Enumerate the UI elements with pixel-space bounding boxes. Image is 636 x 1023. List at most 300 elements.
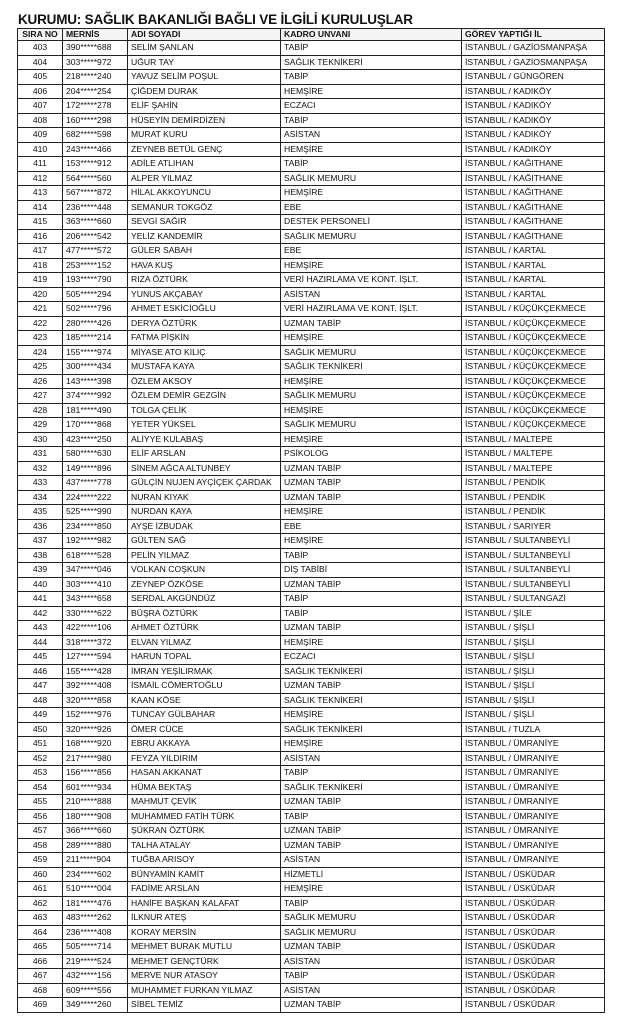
cell-mernis: 243*****466 xyxy=(63,142,128,157)
cell-adi-soyadi: GÜLTEN SAĞ xyxy=(128,534,281,549)
table-row xyxy=(18,679,605,694)
table-row xyxy=(18,505,605,520)
cell-sira-no: 461 xyxy=(18,882,63,897)
cell-adi-soyadi: FATMA PİŞKİN xyxy=(128,331,281,346)
cell-mernis: 510*****004 xyxy=(63,882,128,897)
cell-adi-soyadi: HARUN TOPAL xyxy=(128,650,281,665)
cell-mernis: 218*****240 xyxy=(63,70,128,85)
cell-sira-no: 463 xyxy=(18,911,63,926)
cell-mernis: 505*****294 xyxy=(63,287,128,302)
cell-sira-no: 462 xyxy=(18,896,63,911)
table-row xyxy=(18,157,605,172)
cell-gorev-yaptigi-il: İSTANBUL / ÜMRANİYE xyxy=(462,737,605,752)
cell-adi-soyadi: YAVUZ SELİM POŞUL xyxy=(128,70,281,85)
cell-sira-no: 440 xyxy=(18,577,63,592)
cell-kadro-unvani: TABİP xyxy=(281,113,462,128)
cell-sira-no: 456 xyxy=(18,809,63,824)
cell-adi-soyadi: TUNCAY GÜLBAHAR xyxy=(128,708,281,723)
cell-mernis: 185*****214 xyxy=(63,331,128,346)
cell-gorev-yaptigi-il: İSTANBUL / SULTANGAZİ xyxy=(462,592,605,607)
cell-mernis: 300*****434 xyxy=(63,360,128,375)
cell-gorev-yaptigi-il: İSTANBUL / MALTEPE xyxy=(462,447,605,462)
header-mernis: MERNİS xyxy=(63,29,128,41)
cell-adi-soyadi: DERYA ÖZTÜRK xyxy=(128,316,281,331)
table-row xyxy=(18,490,605,505)
table-row xyxy=(18,983,605,998)
cell-sira-no: 417 xyxy=(18,244,63,259)
cell-mernis: 390*****688 xyxy=(63,41,128,56)
cell-kadro-unvani: UZMAN TABİP xyxy=(281,577,462,592)
cell-mernis: 432*****156 xyxy=(63,969,128,984)
table-row xyxy=(18,258,605,273)
cell-gorev-yaptigi-il: İSTANBUL / KARTAL xyxy=(462,287,605,302)
cell-mernis: 155*****974 xyxy=(63,345,128,360)
cell-sira-no: 415 xyxy=(18,215,63,230)
cell-adi-soyadi: KAAN KÖSE xyxy=(128,693,281,708)
cell-mernis: 437*****778 xyxy=(63,476,128,491)
cell-sira-no: 467 xyxy=(18,969,63,984)
cell-gorev-yaptigi-il: İSTANBUL / ÜSKÜDAR xyxy=(462,882,605,897)
cell-adi-soyadi: GÜLER SABAH xyxy=(128,244,281,259)
cell-kadro-unvani: TABİP xyxy=(281,606,462,621)
personnel-table xyxy=(17,28,605,1013)
cell-adi-soyadi: AYŞE İZBUDAK xyxy=(128,519,281,534)
cell-gorev-yaptigi-il: İSTANBUL / ÜMRANİYE xyxy=(462,809,605,824)
cell-adi-soyadi: ELVAN YILMAZ xyxy=(128,635,281,650)
table-row xyxy=(18,621,605,636)
table-row xyxy=(18,55,605,70)
cell-mernis: 160*****298 xyxy=(63,113,128,128)
cell-sira-no: 469 xyxy=(18,998,63,1013)
cell-kadro-unvani: HEMŞİRE xyxy=(281,534,462,549)
header-adi-soyadi: ADI SOYADI xyxy=(128,29,281,41)
cell-kadro-unvani: UZMAN TABİP xyxy=(281,461,462,476)
table-row xyxy=(18,273,605,288)
cell-kadro-unvani: UZMAN TABİP xyxy=(281,316,462,331)
cell-adi-soyadi: VOLKAN COŞKUN xyxy=(128,563,281,578)
cell-sira-no: 466 xyxy=(18,954,63,969)
cell-adi-soyadi: MURAT KURU xyxy=(128,128,281,143)
cell-adi-soyadi: İSMAİL CÖMERTOĞLU xyxy=(128,679,281,694)
table-row xyxy=(18,722,605,737)
cell-sira-no: 408 xyxy=(18,113,63,128)
cell-sira-no: 443 xyxy=(18,621,63,636)
cell-sira-no: 439 xyxy=(18,563,63,578)
cell-sira-no: 458 xyxy=(18,838,63,853)
cell-sira-no: 434 xyxy=(18,490,63,505)
cell-kadro-unvani: UZMAN TABİP xyxy=(281,795,462,810)
cell-sira-no: 423 xyxy=(18,331,63,346)
cell-mernis: 618*****528 xyxy=(63,548,128,563)
cell-mernis: 320*****858 xyxy=(63,693,128,708)
cell-sira-no: 465 xyxy=(18,940,63,955)
header-gorev-yaptigi-il: GÖREV YAPTIĞI İL xyxy=(462,29,605,41)
cell-gorev-yaptigi-il: İSTANBUL / ŞİŞLİ xyxy=(462,679,605,694)
cell-kadro-unvani: PSİKOLOG xyxy=(281,447,462,462)
cell-gorev-yaptigi-il: İSTANBUL / ÜSKÜDAR xyxy=(462,940,605,955)
cell-mernis: 193*****790 xyxy=(63,273,128,288)
cell-gorev-yaptigi-il: İSTANBUL / ÜSKÜDAR xyxy=(462,867,605,882)
cell-kadro-unvani: UZMAN TABİP xyxy=(281,490,462,505)
cell-sira-no: 457 xyxy=(18,824,63,839)
cell-kadro-unvani: HEMŞİRE xyxy=(281,84,462,99)
cell-mernis: 219*****524 xyxy=(63,954,128,969)
cell-adi-soyadi: GÜLÇİN NUJEN AYÇİÇEK ÇARDAK xyxy=(128,476,281,491)
cell-kadro-unvani: UZMAN TABİP xyxy=(281,621,462,636)
cell-gorev-yaptigi-il: İSTANBUL / KÜÇÜKÇEKMECE xyxy=(462,302,605,317)
table-row xyxy=(18,766,605,781)
cell-adi-soyadi: HASAN AKKANAT xyxy=(128,766,281,781)
cell-kadro-unvani: UZMAN TABİP xyxy=(281,679,462,694)
cell-gorev-yaptigi-il: İSTANBUL / TUZLA xyxy=(462,722,605,737)
cell-kadro-unvani: SAĞLIK MEMURU xyxy=(281,389,462,404)
cell-mernis: 280*****426 xyxy=(63,316,128,331)
cell-adi-soyadi: ADİLE ATLIHAN xyxy=(128,157,281,172)
cell-adi-soyadi: PELİN YILMAZ xyxy=(128,548,281,563)
cell-kadro-unvani: HEMŞİRE xyxy=(281,331,462,346)
cell-gorev-yaptigi-il: İSTANBUL / KAĞITHANE xyxy=(462,200,605,215)
cell-sira-no: 422 xyxy=(18,316,63,331)
cell-adi-soyadi: HAVA KUŞ xyxy=(128,258,281,273)
cell-sira-no: 445 xyxy=(18,650,63,665)
table-row xyxy=(18,896,605,911)
cell-kadro-unvani: UZMAN TABİP xyxy=(281,476,462,491)
cell-gorev-yaptigi-il: İSTANBUL / KAĞITHANE xyxy=(462,215,605,230)
cell-adi-soyadi: ÇİĞDEM DURAK xyxy=(128,84,281,99)
cell-sira-no: 429 xyxy=(18,418,63,433)
cell-gorev-yaptigi-il: İSTANBUL / KAĞITHANE xyxy=(462,171,605,186)
cell-mernis: 366*****660 xyxy=(63,824,128,839)
cell-gorev-yaptigi-il: İSTANBUL / KARTAL xyxy=(462,244,605,259)
cell-adi-soyadi: RIZA ÖZTÜRK xyxy=(128,273,281,288)
cell-kadro-unvani: TABİP xyxy=(281,157,462,172)
cell-adi-soyadi: ÖZLEM DEMİR GEZGİN xyxy=(128,389,281,404)
cell-adi-soyadi: İLKNUR ATEŞ xyxy=(128,911,281,926)
cell-gorev-yaptigi-il: İSTANBUL / MALTEPE xyxy=(462,461,605,476)
table-row xyxy=(18,809,605,824)
cell-sira-no: 419 xyxy=(18,273,63,288)
cell-gorev-yaptigi-il: İSTANBUL / SULTANBEYLİ xyxy=(462,548,605,563)
cell-kadro-unvani: VERİ HAZIRLAMA VE KONT. İŞLT. xyxy=(281,273,462,288)
cell-adi-soyadi: MUSTAFA KAYA xyxy=(128,360,281,375)
header-sira-no: SIRA NO xyxy=(18,29,63,41)
table-row xyxy=(18,84,605,99)
table-row xyxy=(18,360,605,375)
cell-kadro-unvani: ASİSTAN xyxy=(281,853,462,868)
cell-sira-no: 452 xyxy=(18,751,63,766)
cell-gorev-yaptigi-il: İSTANBUL / PENDİK xyxy=(462,476,605,491)
cell-mernis: 363*****660 xyxy=(63,215,128,230)
table-row xyxy=(18,171,605,186)
cell-mernis: 374*****992 xyxy=(63,389,128,404)
cell-adi-soyadi: ÖZLEM AKSOY xyxy=(128,374,281,389)
cell-sira-no: 405 xyxy=(18,70,63,85)
cell-gorev-yaptigi-il: İSTANBUL / ÜMRANİYE xyxy=(462,824,605,839)
table-row xyxy=(18,867,605,882)
cell-gorev-yaptigi-il: İSTANBUL / ŞİŞLİ xyxy=(462,664,605,679)
cell-gorev-yaptigi-il: İSTANBUL / ÜMRANİYE xyxy=(462,780,605,795)
cell-sira-no: 424 xyxy=(18,345,63,360)
cell-gorev-yaptigi-il: İSTANBUL / SULTANBEYLİ xyxy=(462,534,605,549)
table-row xyxy=(18,476,605,491)
cell-sira-no: 438 xyxy=(18,548,63,563)
table-row xyxy=(18,592,605,607)
cell-gorev-yaptigi-il: İSTANBUL / ÜSKÜDAR xyxy=(462,983,605,998)
cell-sira-no: 421 xyxy=(18,302,63,317)
cell-mernis: 234*****602 xyxy=(63,867,128,882)
cell-adi-soyadi: MEHMET BURAK MUTLU xyxy=(128,940,281,955)
cell-adi-soyadi: EBRU AKKAYA xyxy=(128,737,281,752)
cell-mernis: 236*****408 xyxy=(63,925,128,940)
cell-kadro-unvani: DİŞ TABİBİ xyxy=(281,563,462,578)
cell-adi-soyadi: ALPER YILMAZ xyxy=(128,171,281,186)
cell-kadro-unvani: SAĞLIK TEKNİKERİ xyxy=(281,780,462,795)
cell-gorev-yaptigi-il: İSTANBUL / SULTANBEYLİ xyxy=(462,577,605,592)
table-row xyxy=(18,316,605,331)
cell-sira-no: 450 xyxy=(18,722,63,737)
cell-mernis: 564*****560 xyxy=(63,171,128,186)
table-row xyxy=(18,708,605,723)
cell-adi-soyadi: KORAY MERSİN xyxy=(128,925,281,940)
table-row xyxy=(18,737,605,752)
cell-gorev-yaptigi-il: İSTANBUL / KÜÇÜKÇEKMECE xyxy=(462,316,605,331)
cell-mernis: 318*****372 xyxy=(63,635,128,650)
cell-adi-soyadi: HANİFE BAŞKAN KALAFAT xyxy=(128,896,281,911)
cell-gorev-yaptigi-il: İSTANBUL / KÜÇÜKÇEKMECE xyxy=(462,403,605,418)
cell-gorev-yaptigi-il: İSTANBUL / KÜÇÜKÇEKMECE xyxy=(462,331,605,346)
cell-gorev-yaptigi-il: İSTANBUL / ŞİŞLİ xyxy=(462,693,605,708)
cell-mernis: 172*****278 xyxy=(63,99,128,114)
cell-sira-no: 464 xyxy=(18,925,63,940)
cell-gorev-yaptigi-il: İSTANBUL / KADIKÖY xyxy=(462,84,605,99)
cell-adi-soyadi: SİBEL TEMİZ xyxy=(128,998,281,1013)
cell-mernis: 143*****398 xyxy=(63,374,128,389)
table-row xyxy=(18,418,605,433)
cell-mernis: 303*****972 xyxy=(63,55,128,70)
table-row xyxy=(18,403,605,418)
cell-kadro-unvani: TABİP xyxy=(281,41,462,56)
table-row xyxy=(18,70,605,85)
cell-sira-no: 411 xyxy=(18,157,63,172)
cell-sira-no: 426 xyxy=(18,374,63,389)
cell-gorev-yaptigi-il: İSTANBUL / ŞİLE xyxy=(462,606,605,621)
cell-mernis: 347*****046 xyxy=(63,563,128,578)
cell-gorev-yaptigi-il: İSTANBUL / KADIKÖY xyxy=(462,142,605,157)
table-row xyxy=(18,345,605,360)
cell-mernis: 217*****980 xyxy=(63,751,128,766)
cell-sira-no: 437 xyxy=(18,534,63,549)
cell-gorev-yaptigi-il: İSTANBUL / PENDİK xyxy=(462,505,605,520)
cell-adi-soyadi: İMRAN YEŞİLIRMAK xyxy=(128,664,281,679)
table-row xyxy=(18,534,605,549)
cell-sira-no: 446 xyxy=(18,664,63,679)
cell-kadro-unvani: ASİSTAN xyxy=(281,128,462,143)
table-row xyxy=(18,751,605,766)
table-row xyxy=(18,519,605,534)
table-row xyxy=(18,389,605,404)
cell-mernis: 155*****428 xyxy=(63,664,128,679)
cell-gorev-yaptigi-il: İSTANBUL / MALTEPE xyxy=(462,432,605,447)
cell-gorev-yaptigi-il: İSTANBUL / KAĞITHANE xyxy=(462,229,605,244)
table-row xyxy=(18,954,605,969)
cell-adi-soyadi: ÖMER CÜCE xyxy=(128,722,281,737)
table-row xyxy=(18,113,605,128)
table-row xyxy=(18,200,605,215)
table-row xyxy=(18,925,605,940)
cell-adi-soyadi: NURAN KIYAK xyxy=(128,490,281,505)
table-row xyxy=(18,780,605,795)
cell-sira-no: 413 xyxy=(18,186,63,201)
cell-adi-soyadi: MAHMUT ÇEVİK xyxy=(128,795,281,810)
cell-kadro-unvani: HEMŞİRE xyxy=(281,432,462,447)
cell-mernis: 392*****408 xyxy=(63,679,128,694)
cell-kadro-unvani: SAĞLIK MEMURU xyxy=(281,345,462,360)
cell-sira-no: 403 xyxy=(18,41,63,56)
cell-adi-soyadi: AHMET ESKİCİOĞLU xyxy=(128,302,281,317)
cell-adi-soyadi: MUHAMMET FURKAN YILMAZ xyxy=(128,983,281,998)
cell-gorev-yaptigi-il: İSTANBUL / KÜÇÜKÇEKMECE xyxy=(462,374,605,389)
cell-gorev-yaptigi-il: İSTANBUL / SULTANBEYLİ xyxy=(462,563,605,578)
cell-kadro-unvani: DESTEK PERSONELİ xyxy=(281,215,462,230)
table-row xyxy=(18,838,605,853)
cell-adi-soyadi: FADİME ARSLAN xyxy=(128,882,281,897)
table-row xyxy=(18,563,605,578)
cell-kadro-unvani: SAĞLIK MEMURU xyxy=(281,925,462,940)
table-row xyxy=(18,186,605,201)
cell-gorev-yaptigi-il: İSTANBUL / GAZİOSMANPAŞA xyxy=(462,41,605,56)
cell-gorev-yaptigi-il: İSTANBUL / ÜMRANİYE xyxy=(462,795,605,810)
table-row xyxy=(18,824,605,839)
table-row xyxy=(18,302,605,317)
table-row xyxy=(18,432,605,447)
cell-gorev-yaptigi-il: İSTANBUL / GÜNGÖREN xyxy=(462,70,605,85)
cell-kadro-unvani: UZMAN TABİP xyxy=(281,940,462,955)
cell-kadro-unvani: UZMAN TABİP xyxy=(281,824,462,839)
cell-sira-no: 418 xyxy=(18,258,63,273)
cell-mernis: 153*****912 xyxy=(63,157,128,172)
table-row xyxy=(18,606,605,621)
cell-kadro-unvani: SAĞLIK MEMURU xyxy=(281,171,462,186)
cell-mernis: 422*****106 xyxy=(63,621,128,636)
cell-sira-no: 451 xyxy=(18,737,63,752)
cell-mernis: 152*****976 xyxy=(63,708,128,723)
cell-mernis: 224*****222 xyxy=(63,490,128,505)
table-row xyxy=(18,215,605,230)
table-row xyxy=(18,374,605,389)
cell-gorev-yaptigi-il: İSTANBUL / KADIKÖY xyxy=(462,128,605,143)
cell-sira-no: 427 xyxy=(18,389,63,404)
cell-mernis: 180*****908 xyxy=(63,809,128,824)
cell-gorev-yaptigi-il: İSTANBUL / KAĞITHANE xyxy=(462,186,605,201)
cell-gorev-yaptigi-il: İSTANBUL / KÜÇÜKÇEKMECE xyxy=(462,345,605,360)
cell-mernis: 477*****572 xyxy=(63,244,128,259)
cell-gorev-yaptigi-il: İSTANBUL / ŞİŞLİ xyxy=(462,635,605,650)
table-row xyxy=(18,229,605,244)
cell-adi-soyadi: YELİZ KANDEMİR xyxy=(128,229,281,244)
table-row xyxy=(18,447,605,462)
cell-kadro-unvani: EBE xyxy=(281,244,462,259)
cell-mernis: 505*****714 xyxy=(63,940,128,955)
cell-mernis: 423*****250 xyxy=(63,432,128,447)
table-row xyxy=(18,41,605,56)
table-row xyxy=(18,664,605,679)
cell-kadro-unvani: HEMŞİRE xyxy=(281,186,462,201)
cell-sira-no: 444 xyxy=(18,635,63,650)
cell-adi-soyadi: ŞÜKRAN ÖZTÜRK xyxy=(128,824,281,839)
cell-gorev-yaptigi-il: İSTANBUL / ÜSKÜDAR xyxy=(462,998,605,1013)
table-row xyxy=(18,882,605,897)
cell-kadro-unvani: HEMŞİRE xyxy=(281,505,462,520)
table-row xyxy=(18,635,605,650)
cell-gorev-yaptigi-il: İSTANBUL / ÜMRANİYE xyxy=(462,751,605,766)
cell-gorev-yaptigi-il: İSTANBUL / ÜMRANİYE xyxy=(462,838,605,853)
cell-kadro-unvani: HEMŞİRE xyxy=(281,635,462,650)
table-row xyxy=(18,142,605,157)
table-header-row xyxy=(18,29,605,41)
cell-kadro-unvani: HEMŞİRE xyxy=(281,403,462,418)
cell-mernis: 170*****868 xyxy=(63,418,128,433)
cell-sira-no: 406 xyxy=(18,84,63,99)
cell-kadro-unvani: HEMŞİRE xyxy=(281,882,462,897)
cell-gorev-yaptigi-il: İSTANBUL / KARTAL xyxy=(462,273,605,288)
cell-sira-no: 416 xyxy=(18,229,63,244)
cell-mernis: 149*****896 xyxy=(63,461,128,476)
cell-gorev-yaptigi-il: İSTANBUL / ÜSKÜDAR xyxy=(462,911,605,926)
cell-kadro-unvani: ASİSTAN xyxy=(281,954,462,969)
header-kadro-unvani: KADRO UNVANI xyxy=(281,29,462,41)
table-row xyxy=(18,128,605,143)
cell-kadro-unvani: EBE xyxy=(281,200,462,215)
cell-adi-soyadi: HÜSEYİN DEMİRDİZEN xyxy=(128,113,281,128)
cell-mernis: 234*****850 xyxy=(63,519,128,534)
cell-mernis: 211*****904 xyxy=(63,853,128,868)
cell-adi-soyadi: TOLGA ÇELİK xyxy=(128,403,281,418)
cell-mernis: 210*****888 xyxy=(63,795,128,810)
cell-mernis: 320*****926 xyxy=(63,722,128,737)
cell-sira-no: 454 xyxy=(18,780,63,795)
table-row xyxy=(18,287,605,302)
cell-kadro-unvani: HEMŞİRE xyxy=(281,374,462,389)
cell-kadro-unvani: TABİP xyxy=(281,70,462,85)
cell-adi-soyadi: FEYZA YILDIRIM xyxy=(128,751,281,766)
table-row xyxy=(18,99,605,114)
cell-adi-soyadi: BÜNYAMİN KAMİT xyxy=(128,867,281,882)
cell-kadro-unvani: TABİP xyxy=(281,809,462,824)
cell-kadro-unvani: SAĞLIK TEKNİKERİ xyxy=(281,664,462,679)
cell-adi-soyadi: SELİM ŞANLAN xyxy=(128,41,281,56)
cell-gorev-yaptigi-il: İSTANBUL / KADIKÖY xyxy=(462,99,605,114)
cell-adi-soyadi: YUNUS AKÇABAY xyxy=(128,287,281,302)
cell-adi-soyadi: NURDAN KAYA xyxy=(128,505,281,520)
cell-kadro-unvani: SAĞLIK TEKNİKERİ xyxy=(281,693,462,708)
cell-adi-soyadi: MUHAMMED FATİH TÜRK xyxy=(128,809,281,824)
cell-kadro-unvani: TABİP xyxy=(281,896,462,911)
page-title: KURUMU: SAĞLIK BAKANLIĞI BAĞLI VE İLGİLİ KURULUŞLAR xyxy=(18,12,413,27)
cell-adi-soyadi: UĞUR TAY xyxy=(128,55,281,70)
cell-sira-no: 414 xyxy=(18,200,63,215)
cell-adi-soyadi: SERDAL AKGÜNDÜZ xyxy=(128,592,281,607)
cell-mernis: 181*****490 xyxy=(63,403,128,418)
cell-kadro-unvani: SAĞLIK TEKNİKERİ xyxy=(281,360,462,375)
cell-kadro-unvani: EBE xyxy=(281,519,462,534)
cell-gorev-yaptigi-il: İSTANBUL / ÜSKÜDAR xyxy=(462,896,605,911)
table-row xyxy=(18,577,605,592)
cell-adi-soyadi: TALHA ATALAY xyxy=(128,838,281,853)
cell-gorev-yaptigi-il: İSTANBUL / KADIKÖY xyxy=(462,113,605,128)
cell-mernis: 204*****254 xyxy=(63,84,128,99)
cell-kadro-unvani: TABİP xyxy=(281,969,462,984)
cell-kadro-unvani: SAĞLIK TEKNİKERİ xyxy=(281,722,462,737)
